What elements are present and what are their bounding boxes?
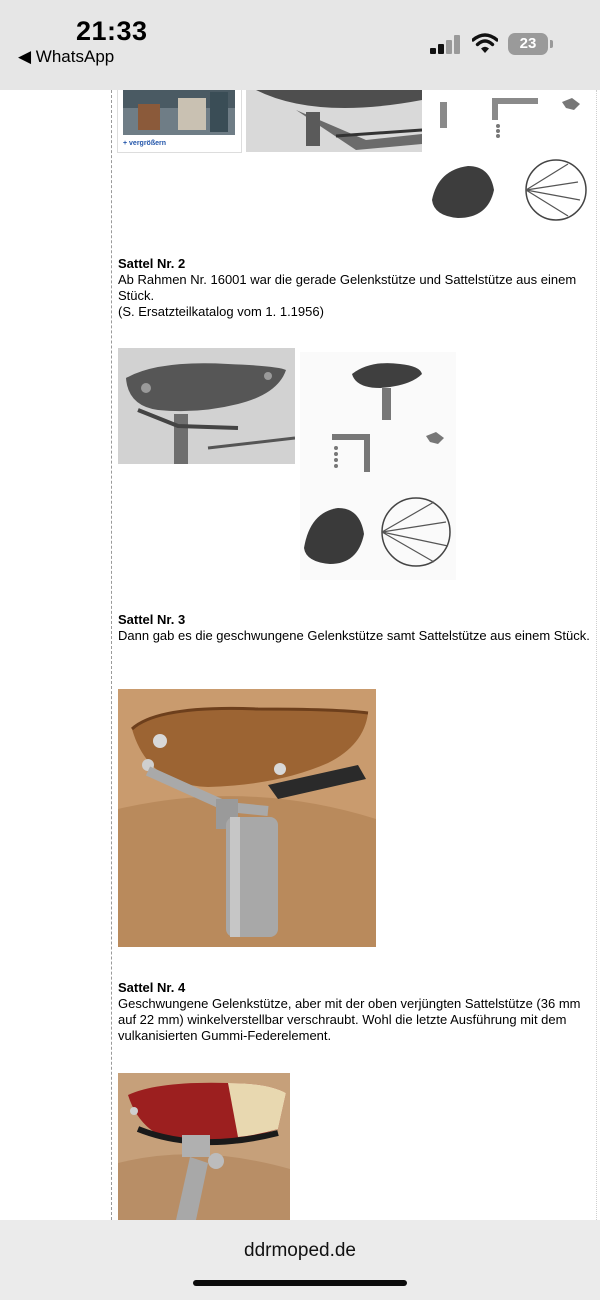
- saddle-3-photo-graphic: [118, 689, 376, 947]
- battery-icon: 23: [508, 33, 548, 55]
- browser-bottom-bar: [0, 1220, 600, 1300]
- saddle-2-parts-drawing-graphic: [300, 352, 456, 580]
- parts-drawing-top-graphic: [428, 90, 592, 225]
- saddle-4-photo-graphic: [118, 1073, 290, 1220]
- saddle-2-photo[interactable]: [118, 348, 295, 464]
- content-right-border: [596, 90, 598, 1220]
- section-text-saddle-2-note: (S. Ersatzteilkatalog vom 1. 1.1956): [118, 304, 324, 319]
- address-bar-url[interactable]: ddrmoped.de: [244, 1240, 356, 1261]
- battery-tip: [550, 40, 553, 48]
- wifi-icon: [472, 32, 498, 54]
- saddle-3-photo[interactable]: [118, 689, 376, 947]
- left-column: [0, 90, 112, 1220]
- status-bar: [0, 0, 600, 90]
- status-time: 21:33: [76, 16, 148, 46]
- parts-drawing-top[interactable]: [428, 90, 592, 225]
- saddle-2-parts-drawing[interactable]: [300, 352, 456, 580]
- section-title-saddle-4: Sattel Nr. 4: [118, 980, 186, 995]
- home-indicator[interactable]: [193, 1280, 407, 1286]
- cellular-signal-icon: [430, 34, 462, 54]
- enlarge-link[interactable]: + vergrößern: [123, 140, 166, 147]
- section-title-saddle-2: Sattel Nr. 2: [118, 256, 186, 271]
- section-text-saddle-3: Dann gab es die geschwungene Gelenkstütze samt Sattelstütze aus einem Stück.: [118, 628, 590, 643]
- saddle-2-photo-graphic: [118, 348, 295, 464]
- saddle-4-photo[interactable]: [118, 1073, 290, 1220]
- web-page: [0, 90, 600, 1220]
- saddle-photo-top[interactable]: [246, 90, 422, 152]
- back-to-app-link[interactable]: ◀ WhatsApp: [18, 47, 115, 66]
- section-text-saddle-2-body: Ab Rahmen Nr. 16001 war die gerade Gelenkstütze und Sattelstütze aus einem Stück.: [118, 272, 577, 303]
- saddle-photo-top-graphic: [246, 90, 422, 152]
- section-text-saddle-4: Geschwungene Gelenkstütze, aber mit der oben verjüngten Sattelstütze (36 mm auf 22 mm) winkelverstellbar verschraubt. Wohl die letzte Ausführung mit dem vulkanisierten Gummi-Federelement.: [118, 996, 581, 1043]
- section-text-saddle-2: [118, 272, 593, 320]
- section-title-saddle-3: Sattel Nr. 3: [118, 612, 186, 627]
